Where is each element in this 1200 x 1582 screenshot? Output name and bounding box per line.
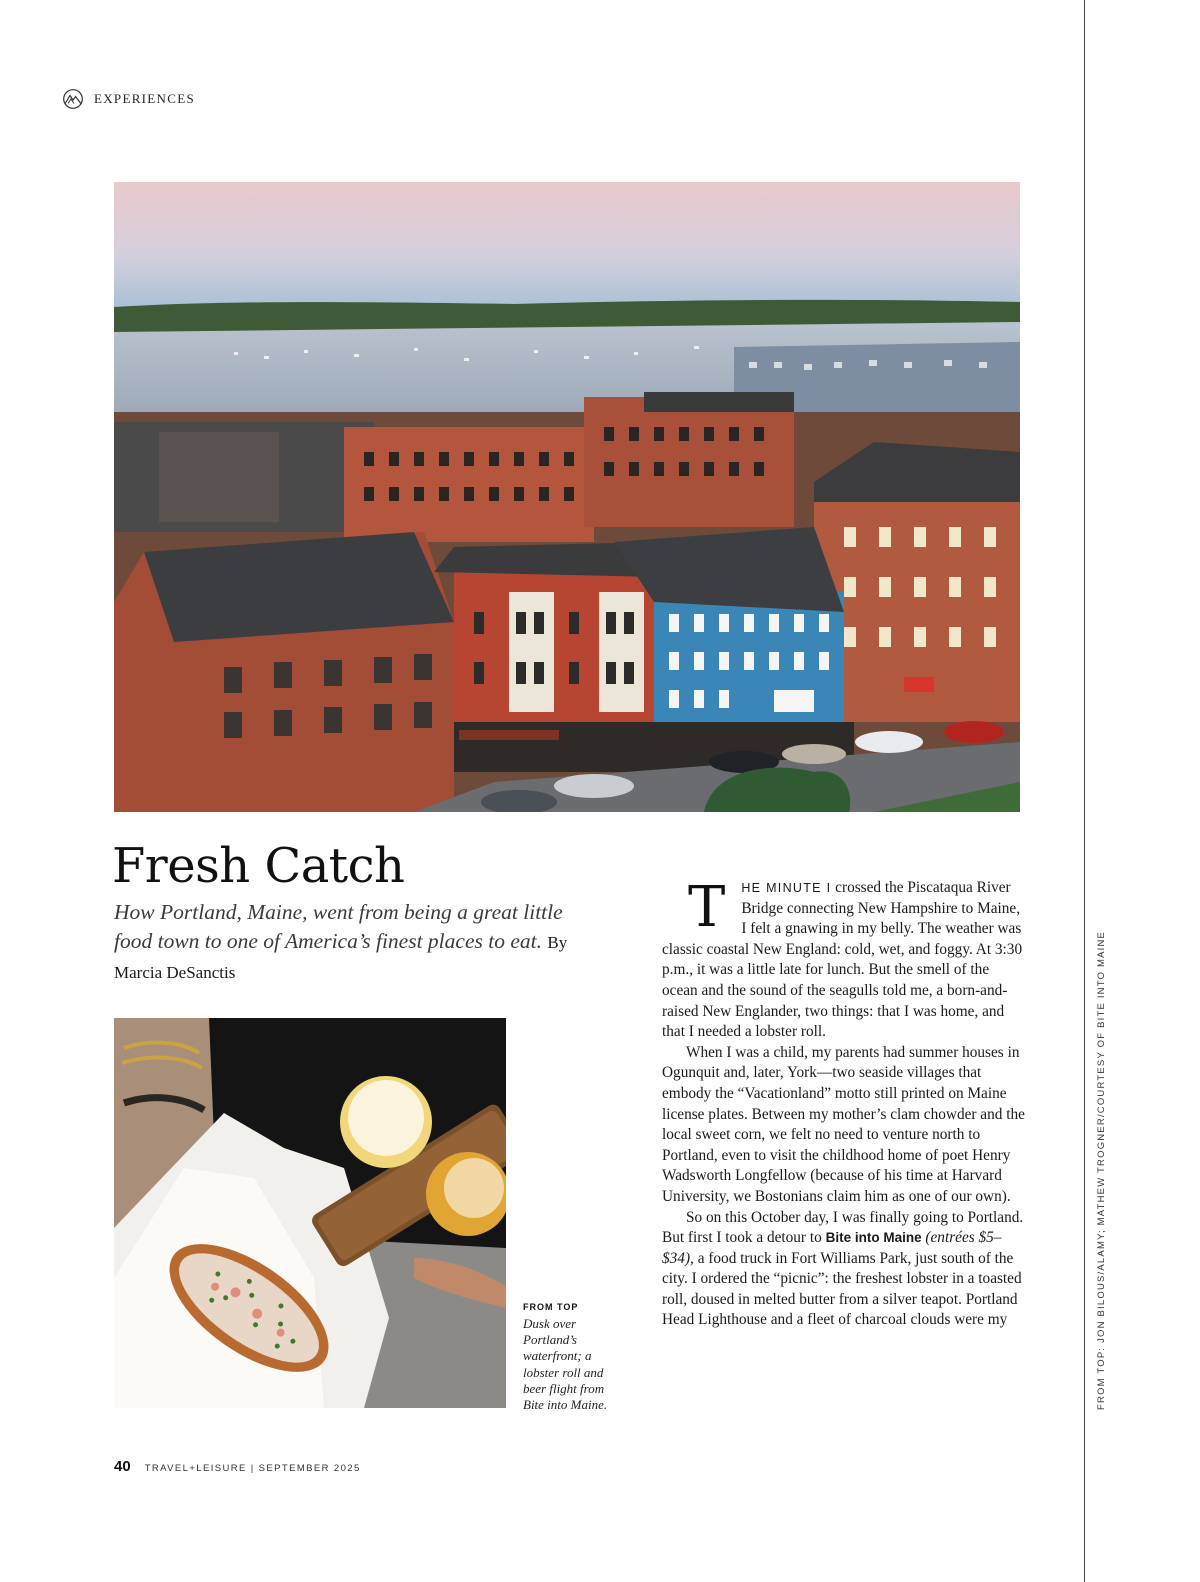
caption-label: FROM TOP [523,1302,579,1312]
section-header [62,89,195,109]
lobster-roll-photo [114,1018,506,1408]
harbor-town-photo [114,182,1020,812]
mountain-logo-icon [62,89,84,109]
paragraph-3-start: So on this October day, I was finally going to Portland. But first I took a detour to [662,1208,1024,1247]
caption-text: Dusk over Portland’s waterfront; a lobster roll and beer flight from Bite into Maine. [523,1316,608,1413]
paragraph-1-text: crossed the Piscataqua River Bridge connecting New Hampshire to Maine, I felt a gnawing in my belly. The weather was classic coastal New England: cold, wet, and foggy. At 3:30 p.m., it was a little late for lunch. But the smell of the ocean and the sound of the seagulls told me, a born-and-raised New Englander, two things: that I was home, and that I needed a lobster roll. [662,879,1023,1041]
paragraph-3 [662,1208,1027,1332]
dek-text: How Portland, Maine, went from being a great little food town to one of America’s finest places to eat. [114,900,563,953]
article-body [662,875,1027,1331]
food-photo [114,1018,506,1408]
margin-rule [1084,0,1085,1582]
venue-name: Bite into Maine [825,1230,922,1246]
drop-cap: T [688,875,726,940]
photo-credit: FROM TOP: JON BILOUS/ALAMY; MATHEW TROGNER/COURTESY OF BITE INTO MAINE [1096,930,1107,1410]
venue-price: (entrées $5–$34), [662,1229,1002,1267]
section-label: EXPERIENCES [94,91,195,106]
paragraph-2: When I was a child, my parents had summer houses in Ogunquit and, later, York—two seaside villages that embody the “Vacationland” motto still printed on Maine license plates. Between my mother’s clam chowder and the local sweet corn, we felt no need to venture north to Portland, even to visit the childhood home of poet Henry Wadsworth Longfellow (because of his time at Harvard University, we Bostonians claim him as one of our own). [662,1043,1025,1205]
dek [114,898,574,987]
lead-in: HE MINUTE I [741,881,832,895]
paragraph-3-rest: a food truck in Fort Williams Park, just south of the city. I ordered the “picnic”: the freshest lobster in a toasted roll, doused in melted butter from a silver teapot. Portland Head Lighthouse and a fleet of charcoal clouds were my [662,1249,1022,1329]
page-footer [114,1458,361,1475]
folio: TRAVEL+LEISURE | SEPTEMBER 2025 [144,1463,361,1474]
page-number: 40 [114,1458,131,1475]
hero-photo [114,182,1020,812]
headline: Fresh Catch [112,838,405,894]
byline: By Marcia DeSanctis [114,933,568,982]
paragraph-1 [662,875,1027,1043]
photo-caption [523,1302,623,1413]
